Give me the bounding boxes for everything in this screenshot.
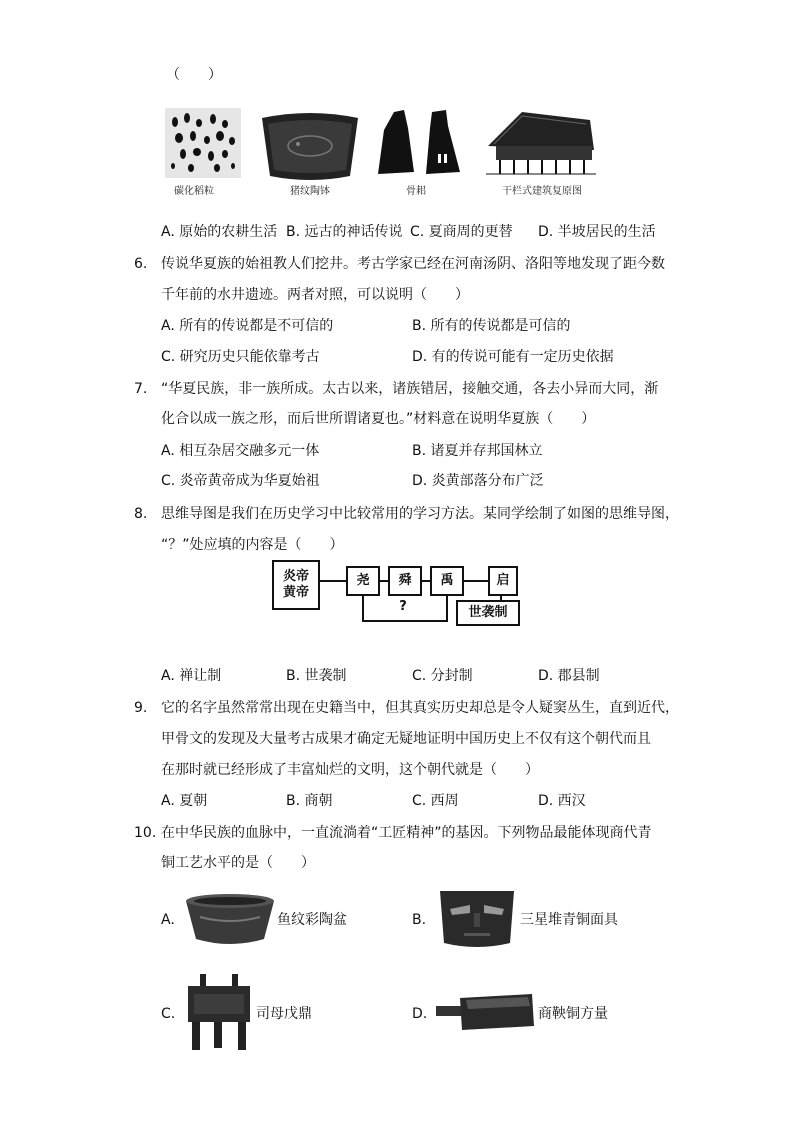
connector-yao-down <box>362 594 364 622</box>
node-shun: 舜 <box>388 566 422 596</box>
q8-option-d[interactable]: D. 郡县制 <box>538 668 600 684</box>
q8-option-a[interactable]: A. 禅让制 <box>161 668 222 684</box>
q6-stem-line2: 千年前的水井遗迹。两者对照，可以说明（ ） <box>161 287 469 303</box>
pig-pattern-bowl-image <box>258 110 362 182</box>
node-yu: 禹 <box>430 566 464 596</box>
q5-option-b[interactable]: B. 远古的神话传说 <box>286 224 403 240</box>
q10-option-b-caption: 三星堆青铜面具 <box>520 912 618 928</box>
q8-number: 8. <box>134 506 148 522</box>
q10-stem-line2: 铜工艺水平的是（ ） <box>161 855 315 871</box>
caption-rice: 碳化稻粒 <box>174 186 214 197</box>
q8-stem-line1: 思维导图是我们在历史学习中比较常用的学习方法。某同学绘制了如图的思维导图， <box>161 506 679 522</box>
q6-option-c[interactable]: C. 研究历史只能依靠考古 <box>161 349 320 365</box>
node-yandi-label: 炎帝 <box>282 569 309 584</box>
simuwu-ding-image <box>184 972 254 1052</box>
q9-stem-line2: 甲骨文的发现及大量考古成果才确定无疑地证明中国历史上不仅有这个朝代而且 <box>161 731 651 747</box>
q7-option-d[interactable]: D. 炎黄部落分布广泛 <box>412 473 544 489</box>
node-yandi-huangdi <box>272 560 320 610</box>
fish-pattern-basin-image <box>184 891 276 949</box>
bone-spade-image <box>374 108 466 178</box>
q9-option-c[interactable]: C. 西周 <box>412 793 459 809</box>
q5-option-c[interactable]: C. 夏商周的更替 <box>410 224 513 240</box>
q9-number: 9. <box>134 700 148 716</box>
connector-bottom <box>362 620 448 622</box>
q10-stem-line1: 在中华民族的血脉中，一直流淌着“工匠精神”的基因。下列物品最能体现商代青 <box>161 825 652 841</box>
q9-option-a[interactable]: A. 夏朝 <box>161 793 208 809</box>
q6-number: 6. <box>134 256 148 272</box>
q5-option-a[interactable]: A. 原始的农耕生活 <box>161 224 278 240</box>
stilt-house-image <box>482 106 598 178</box>
bronze-square-measure-image <box>434 990 536 1034</box>
node-shixi: 世袭制 <box>456 600 520 626</box>
q6-stem-line1: 传说华夏族的始祖教人们挖井。考古学家已经在河南汤阴、洛阳等地发现了距今数 <box>161 256 665 272</box>
q10-number: 10. <box>134 825 157 841</box>
node-huangdi-label: 黄帝 <box>282 585 309 600</box>
bronze-mask-image <box>436 887 518 951</box>
carbonized-rice-image <box>165 108 241 178</box>
q9-stem-line3: 在那时就已经形成了丰富灿烂的文明，这个朝代就是（ ） <box>161 762 539 778</box>
q10-option-d-caption: 商鞅铜方量 <box>538 1006 608 1022</box>
q10-option-a-caption: 鱼纹彩陶盆 <box>277 912 347 928</box>
connector-yu-down <box>446 594 448 622</box>
caption-pig-bowl: 猪纹陶钵 <box>290 186 330 197</box>
node-qi: 启 <box>488 566 518 596</box>
q9-option-b[interactable]: B. 商朝 <box>286 793 333 809</box>
q10-option-d-letter[interactable]: D. <box>412 1006 428 1022</box>
q8-option-b[interactable]: B. 世袭制 <box>286 668 347 684</box>
q10-option-b-letter[interactable]: B. <box>412 912 427 928</box>
node-yao: 尧 <box>346 566 380 596</box>
q6-option-a[interactable]: A. 所有的传说都是不可信的 <box>161 318 334 334</box>
q10-option-a-letter[interactable]: A. <box>161 912 175 928</box>
q7-stem-line2: 化合以成一族之形，而后世所谓诸夏也。”材料意在说明华夏族（ ） <box>161 411 596 427</box>
q5-option-d[interactable]: D. 半坡居民的生活 <box>538 224 656 240</box>
q10-option-c-letter[interactable]: C. <box>161 1006 176 1022</box>
q8-stem-line2: “？”处应填的内容是（ ） <box>161 537 344 553</box>
q7-stem-line1: “华夏民族，非一族所成。太古以来，诸族错居，接触交通，各去小异而大同，渐 <box>161 381 659 397</box>
node-question-mark: ? <box>399 599 407 614</box>
caption-bone-spade: 骨耜 <box>406 186 426 197</box>
q10-option-c-caption: 司母戊鼎 <box>256 1006 312 1022</box>
q9-stem-line1: 它的名字虽然常常出现在史籍当中，但其真实历史却总是令人疑窦丛生，直到近代， <box>161 700 679 716</box>
q8-option-c[interactable]: C. 分封制 <box>412 668 473 684</box>
q5-answer-blank: （ ） <box>166 67 222 83</box>
q7-option-a[interactable]: A. 相互杂居交融多元一体 <box>161 443 320 459</box>
q7-option-b[interactable]: B. 诸夏并存邦国林立 <box>412 443 543 459</box>
q7-option-c[interactable]: C. 炎帝黄帝成为华夏始祖 <box>161 473 320 489</box>
q7-number: 7. <box>134 381 148 397</box>
caption-stilt-house: 干栏式建筑复原图 <box>502 186 582 197</box>
q9-option-d[interactable]: D. 西汉 <box>538 793 586 809</box>
q6-option-d[interactable]: D. 有的传说可能有一定历史依据 <box>412 349 614 365</box>
q6-option-b[interactable]: B. 所有的传说都是可信的 <box>412 318 571 334</box>
